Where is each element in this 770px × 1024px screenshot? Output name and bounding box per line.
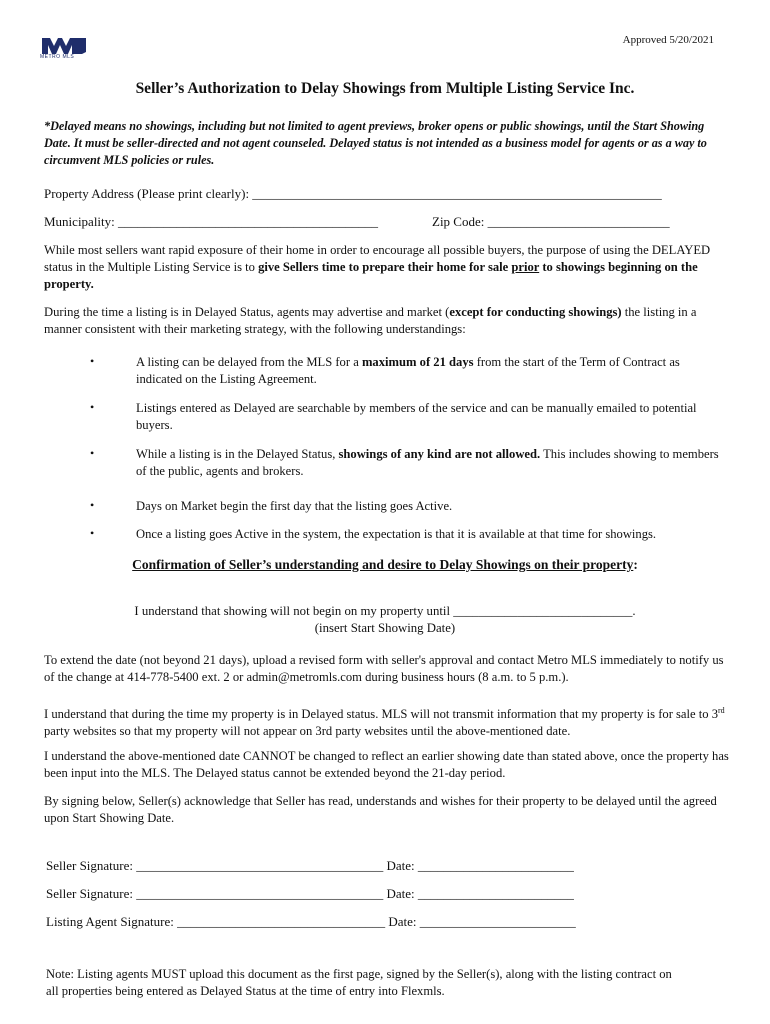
confirmation-heading: Confirmation of Seller’s understanding and desire to Delay Showings on their property: (132, 557, 638, 572)
logo-text: METRO MLS (40, 54, 75, 60)
bullet-icon: • (90, 498, 95, 512)
third-party-paragraph: I understand that during the time my property is in Delayed status. MLS will not transmit information that my property is for sale to 3rd party websites so that my property will not appear on 3rd party websites until the above-mentioned date. (44, 706, 725, 739)
document-page: METRO MLS Approved 5/20/2021 Seller’s Authorization to Delay Showings from Multiple Listing Service Inc. *Delayed means no showings, including but not limited to agent previews, broker opens or public showings, until the Start Showing Date. It must be seller-directed and not agent counseled. Delayed status is not intended as a business model for agents or as a way to circumvent MLS policies or rules. Property Address (Please print clearly): _______________________________________________________________ Municipality: ________________________________________ Zip Code: ____________________________ While most sellers want rapid exposure of their home in order to encourage all possible buyers, the purpose of using the DELAYED status in the Multiple Listing Service is to give Sellers time to prepare their home for sale prior to showings beginning on the property. During the time a listing is in Delayed Status, agents may advertise and market (except for conducting showings) the listing in a manner consistent with their marketing strategy, with the following understandings: • A listing can be delayed from the MLS for a maximum of 21 days from the start of the Term of Contract as indicated on the Listing Agreement. • Listings entered as Delayed are searchable by members of the service and can be manually emailed to potential buyers. • While a listing is in the Delayed Status, showings of any kind are not allowed. This includes showing to members of the public, agents and brokers. • Days on Market begin the first day that the listing goes Active. • Once a listing goes Active in the system, the expectation is that it is available at that time for showings. Confirmation of Seller’s understanding and desire to Delay Showings on their property: I understand that showing will not begin on my property until ____________________________. (insert Start Showing Date) To extend the date (not beyond 21 days), upload a revised form with seller's approval and contact Metro MLS immediately to notify us of the change at 414-778-5400 ext. 2 or admin@metromls.com during business hours (8 a.m. to 5 p.m.). I understand that during the time my property is in Delayed status. MLS will not transmit information that my property is for sale to 3rd party websites so that my property will not appear on 3rd party websites until the above-mentioned date. I understand the above-mentioned date CANNOT be changed to reflect an earlier showing date than stated above, once the property has been input into the MLS. The Delayed status cannot be extended beyond the 21-day period. By signing below, Seller(s) acknowledge that Seller has read, understands and wishes for their property to be delayed until the agreed upon Start Showing Date. Seller Signature: ______________________________________ Date: ________________________ Seller Signature: ______________________________________ Date: ________________________ Listing Agent Signature: ________________________________ Date: ________________________ Note: Listing agents MUST upload this document as the first page, signed by the Seller(s), along with the listing contract on all properties being entered as Delayed Status at the time of entry into Flexmls. (0, 0, 770, 1024)
document-title: Seller’s Authorization to Delay Showings from Multiple Listing Service Inc. (135, 80, 635, 97)
extend-paragraph: To extend the date (not beyond 21 days), upload a revised form with seller's approval and contact Metro MLS immediately to notify us of the change at 414-778-5400 ext. 2 or admin@metromls.com during business hours (8 a.m. to 5 p.m.). (44, 653, 724, 684)
zip-code-field[interactable]: Zip Code: ____________________________ (432, 214, 670, 229)
intro-disclaimer: *Delayed means no showings, including but not limited to agent previews, broker opens or public showings, until the Start Showing Date. It must be seller-directed and not agent counseled. Delayed status is not intended as a business model for agents or as a way to circumvent MLS policies or rules. (44, 119, 707, 167)
bullet-icon: • (90, 526, 95, 540)
seller-signature-1[interactable]: Seller Signature: ______________________________________ Date: ________________________ (46, 858, 574, 873)
purpose-paragraph: While most sellers want rapid exposure of their home in order to encourage all possible buyers, the purpose of using the DELAYED status in the Multiple Listing Service is to give Sellers time to prepare their home for sale prior to showings beginning on the property. (44, 243, 711, 291)
seller-signature-2[interactable]: Seller Signature: ______________________________________ Date: ________________________ (46, 886, 574, 901)
cannot-change-paragraph: I understand the above-mentioned date CANNOT be changed to reflect an earlier showing date than stated above, once the property has been input into the MLS. The Delayed status cannot be extended beyond the 21-day period. (44, 749, 729, 780)
bullet-icon: • (90, 446, 95, 460)
bullet-icon: • (90, 354, 95, 368)
listing-agent-signature[interactable]: Listing Agent Signature: ________________________________ Date: ________________________ (46, 914, 576, 929)
start-showing-date-field[interactable]: I understand that showing will not begin on my property until ____________________________. (134, 604, 636, 618)
municipality-field[interactable]: Municipality: ________________________________________ (44, 214, 379, 229)
note-paragraph: Note: Listing agents MUST upload this document as the first page, signed by the Seller(s), along with the listing contract on all properties being entered as Delayed Status at the time of entry into Flexmls. (46, 967, 672, 998)
signing-paragraph: By signing below, Seller(s) acknowledge that Seller has read, understands and wishes for their property to be delayed until the agreed upon Start Showing Date. (44, 794, 717, 825)
property-address-field[interactable]: Property Address (Please print clearly): _______________________________________________________________ (44, 186, 662, 201)
approved-date: Approved 5/20/2021 (622, 34, 714, 46)
bullet-icon: • (90, 400, 95, 414)
start-showing-date-hint: (insert Start Showing Date) (314, 621, 456, 635)
during-paragraph: During the time a listing is in Delayed Status, agents may advertise and market (except for conducting showings) the listing in a manner consistent with their marketing strategy, with the following understandings: (44, 305, 697, 336)
